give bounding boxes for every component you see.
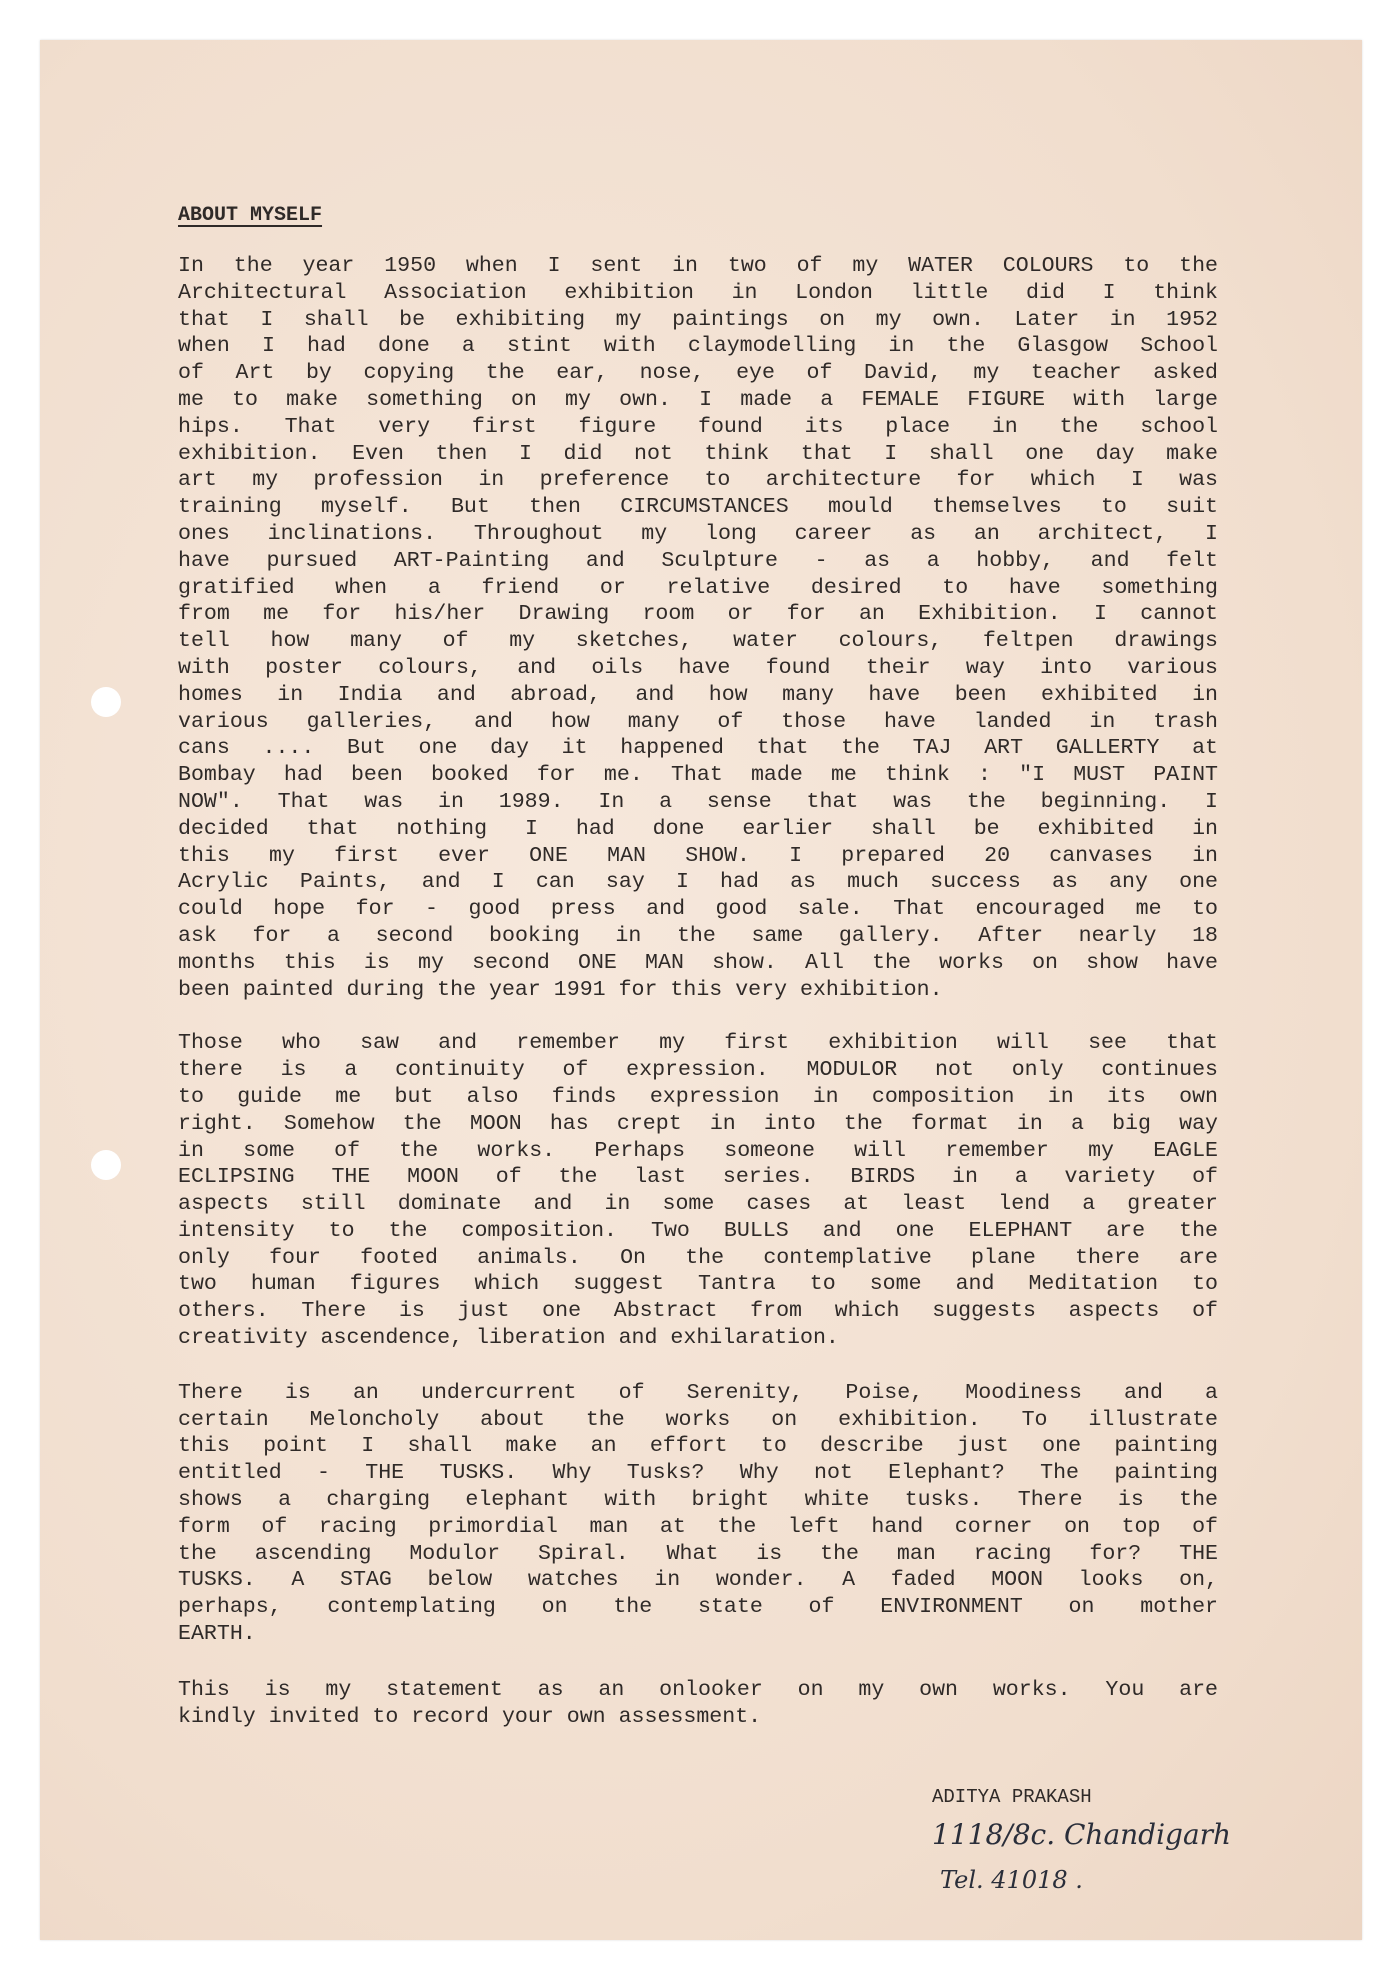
text-line: aspects still dominate and in some cases at least lend a greater: [178, 1192, 1218, 1217]
text-line: TUSKS. A STAG below watches in wonder. A faded MOON looks on,: [178, 1568, 1218, 1593]
text-line: Architectural Association exhibition in London little did I think: [178, 280, 1218, 305]
letter-body: [178, 203, 1218, 1730]
punch-hole-upper: [91, 687, 121, 717]
text-line: entitled - THE TUSKS. Why Tusks? Why not Elephant? The painting: [178, 1461, 1218, 1486]
text-line: tell how many of my sketches, water colours, feltpen drawings: [178, 629, 1218, 654]
text-line: shows a charging elephant with bright white tusks. There is the: [178, 1488, 1218, 1513]
text-line: have pursued ART-Painting and Sculpture - as a hobby, and felt: [178, 548, 1218, 573]
text-line: there is a continuity of expression. MODULOR not only continues: [178, 1058, 1218, 1083]
text-line: There is an undercurrent of Serenity, Poise, Moodiness and a: [178, 1380, 1218, 1405]
text-line: from me for his/her Drawing room or for an Exhibition. I cannot: [178, 602, 1218, 627]
text-line: hips. That very first figure found its place in the school: [178, 414, 1218, 439]
paragraph-2: [178, 1030, 1218, 1352]
text-line: training myself. But then CIRCUMSTANCES mould themselves to suit: [178, 495, 1218, 520]
text-line: of Art by copying the ear, nose, eye of David, my teacher asked: [178, 361, 1218, 386]
text-line: cans .... But one day it happened that the TAJ ART GALLERTY at: [178, 736, 1218, 761]
text-line: in some of the works. Perhaps someone will remember my EAGLE: [178, 1138, 1218, 1163]
text-line: decided that nothing I had done earlier shall be exhibited in: [178, 816, 1218, 841]
text-line: that I shall be exhibiting my paintings on my own. Later in 1952: [178, 307, 1218, 332]
text-line: various galleries, and how many of those have landed in trash: [178, 709, 1218, 734]
text-line: with poster colours, and oils have found their way into various: [178, 655, 1218, 680]
paragraph-gap: [178, 1003, 1218, 1030]
text-line: only four footed animals. On the contemplative plane there are: [178, 1245, 1218, 1270]
paragraph-4: [178, 1677, 1218, 1731]
text-line: This is my statement as an onlooker on my own works. You are: [178, 1677, 1218, 1702]
text-line: In the year 1950 when I sent in two of my WATER COLOURS to the: [178, 254, 1218, 278]
text-line: to guide me but also finds expression in composition in its own: [178, 1084, 1218, 1109]
text-line: could hope for - good press and good sale. That encouraged me to: [178, 897, 1218, 922]
signature-name: ADITYA PRAKASH: [932, 1786, 1092, 1808]
text-line: intensity to the composition. Two BULLS and one ELEPHANT are the: [178, 1218, 1218, 1243]
text-line: Bombay had been booked for me. That made me think : "I MUST PAINT: [178, 763, 1218, 788]
text-line: Those who saw and remember my first exhibition will see that: [178, 1031, 1218, 1056]
text-line: homes in India and abroad, and how many have been exhibited in: [178, 682, 1218, 707]
text-line: certain Meloncholy about the works on exhibition. To illustrate: [178, 1407, 1218, 1432]
text-line: form of racing primordial man at the left hand corner on top of: [178, 1514, 1218, 1539]
text-line: when I had done a stint with claymodelling in the Glasgow School: [178, 334, 1218, 359]
text-line: this point I shall make an effort to describe just one painting: [178, 1434, 1218, 1459]
text-line: months this is my second ONE MAN show. All the works on show have: [178, 950, 1218, 975]
text-line: the ascending Modulor Spiral. What is the man racing for? THE: [178, 1541, 1218, 1566]
text-line: kindly invited to record your own assessment.: [178, 1704, 762, 1729]
paragraph-3: [178, 1380, 1218, 1648]
paragraph-gap: [178, 1352, 1218, 1380]
text-line: EARTH.: [178, 1622, 256, 1647]
handwritten-telephone: Tel. 41018 .: [940, 1866, 1083, 1894]
text-line: been painted during the year 1991 for this very exhibition.: [178, 977, 943, 1002]
text-line: ones inclinations. Throughout my long career as an architect, I: [178, 521, 1218, 546]
text-line: gratified when a friend or relative desired to have something: [178, 575, 1218, 600]
paragraph-1: [178, 253, 1218, 1003]
text-line: Acrylic Paints, and I can say I had as much success as any one: [178, 870, 1218, 895]
text-line: right. Somehow the MOON has crept in into the format in a big way: [178, 1111, 1218, 1136]
text-line: two human figures which suggest Tantra to some and Meditation to: [178, 1272, 1218, 1297]
paragraph-gap: [178, 1648, 1218, 1677]
letter-heading: ABOUT MYSELF: [178, 204, 323, 227]
text-line: ask for a second booking in the same gallery. After nearly 18: [178, 923, 1218, 948]
text-line: NOW". That was in 1989. In a sense that was the beginning. I: [178, 789, 1218, 814]
text-line: perhaps, contemplating on the state of ENVIRONMENT on mother: [178, 1595, 1218, 1620]
text-line: art my profession in preference to architecture for which I was: [178, 468, 1218, 493]
text-line: me to make something on my own. I made a FEMALE FIGURE with large: [178, 387, 1218, 412]
punch-hole-lower: [91, 1150, 121, 1180]
text-line: exhibition. Even then I did not think that I shall one day make: [178, 441, 1218, 466]
text-line: ECLIPSING THE MOON of the last series. BIRDS in a variety of: [178, 1165, 1218, 1190]
handwritten-address: 1118/8c. Chandigarh: [932, 1818, 1232, 1851]
text-line: others. There is just one Abstract from which suggests aspects of: [178, 1299, 1218, 1324]
text-line: this my first ever ONE MAN SHOW. I prepared 20 canvases in: [178, 843, 1218, 868]
text-line: creativity ascendence, liberation and exhilaration.: [178, 1326, 839, 1351]
